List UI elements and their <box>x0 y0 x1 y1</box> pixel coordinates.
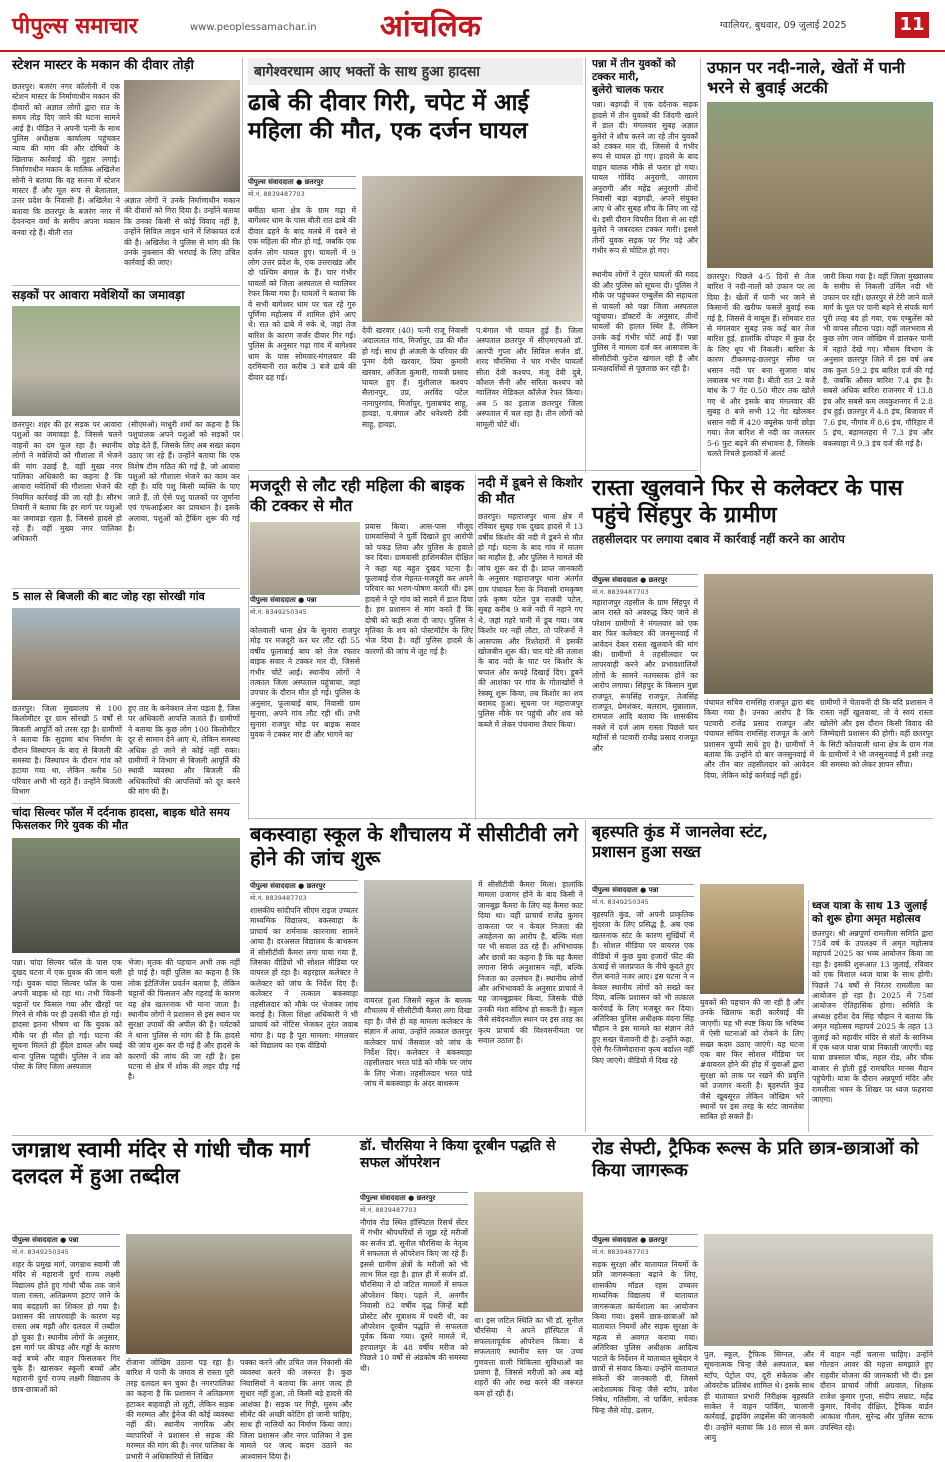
byline-text: पीपुल्स संवाददाता ● पन्ना <box>12 1236 79 1244</box>
body-text: छतरपुर। महाराजपुर थाना क्षेत्र में रविवार सुबह एक दुखद हादसे में 13 वर्षीय किशोर की नदी में डूबने से मौत हो गई। घटना के बाद गांव में मातम का माहौल है, और पुलिस ने मामले की जांच शुरू कर दी है। प्राप्त जानकारी के अनुसार महाराजपुर थाना अंतर्गत ग्राम पंचायत रैला के निवासी रामकृष्ण उर्फ कृष्ण पटेल पुत्र राजवी पटेल, सुबह करीब 9 बजे नदी में नहाने गए थे, जहां गहरे पानी में डूब गया। जब किशोर घर नहीं लौटा, तो परिजनों ने आसपास और रिश्तेदारों में इसकी खोजबीन शुरू की। चार घंटे की तलाश के बाद नदी के घाट पर किशोर के चप्पल और कपड़े दिखाई दिए। डूबने की आशंका पर गांव के गोताखोरों ने रेस्क्यू शुरू किया, तब किशोर का शव बरामद हुआ। सूचना पर महाराजपुर पुलिस मौके पर पहुंची और शव को कब्जे में लेकर पंचनामा तैयार किया। <box>478 511 583 729</box>
body-text: बमीठा थाना क्षेत्र के ग्राम गढ़ा में बागेश्वर धाम के पास बीती रात ढाबे की दीवार ढहने के बाद मलबे में दबने से एक महिला की मौत हो गई, जबकि एक दर्जन लोग घायल हुए। घायलों में 9 लोग उत्तर प्रदेश के, एक उत्तराखंड और दो पश्चिम बंगाल के हैं। चार गंभीर घायलों को जिला अस्पताल से ग्वालियर रेफर किया गया है। घायलों ने बताया कि वे सभी बागेश्वर धाम पर चल रहे गुरु पूर्णिमा महोत्सव में शामिल होने आए थे। रात को ढाबे में रुके थे, जहां तेज बारिश के कारण जर्जर दीवार गिर गई। पुलिस के अनुसार गढ़ा गांव में बागेश्वर धाम के पास सोमवार-मंगलवार की दरमियानी रात करीब 3 बजे ढाबे की दीवार ढह गई। <box>248 206 356 382</box>
page-number: 11 <box>895 12 929 38</box>
byline-text: पीपुल्स संवाददाता ● छतरपुर <box>592 576 668 584</box>
article-bukswaha-cctv <box>250 822 583 1134</box>
body-text-2: था। इस जटिल स्थिति का भी डॉ. सुनील चौरसिया ने अपने हॉस्पिटल में सफलतापूर्वक ऑपरेशन किया। ये सफलताएं स्थानीय स्तर पर उच्च गुणवत्ता वाली चिकित्सा सुविधाओं का प्रमाण हैं, जिससे मरीजों को अब बड़े शहरों की ओर रुख करने की जरूरत कम हो रही है। <box>474 1316 583 1398</box>
kicker: पन्ना में तीन युवकों को टक्कर मारी, <box>592 58 676 83</box>
article-dhwaja-yatra <box>812 900 933 1132</box>
article-road-safety <box>592 1138 933 1443</box>
body-text-2: रोजाना जोखिम उठाना पड़ रहा है। बारिश में पानी के जमाव से रास्ता पूरी तरह दलदल बन चुका है। नगरपालिका का कहना है कि प्रशासन ने अतिक्रमण हटाकर बाहवाही तो लूटी, लेकिन सड़क की मरम्मत और ड्रेनेज की कोई व्यवस्था नहीं की। स्थानीय नागरिक और व्यापारियों ने प्रशासन से सड़क की मरम्मत की मांग की है। नगर पालिका के प्रभारी ने अधिकारियों से लिखित <box>126 1358 234 1461</box>
photo-crowd-waterfall <box>12 838 240 953</box>
photo-hospital-stretcher <box>250 522 360 594</box>
photo-villagers <box>12 608 240 700</box>
section-title: आंचलिक <box>380 9 481 44</box>
body-text-3: में सीसीटीवी कैमरा मिला। हालांकि मामला उजागर होने के बाद किसी ने जानबूझ कैमरा के लिए यह कैमरा काट दिया था। वहीं प्राचार्य राजेंद्र कुमार ठाकरता पर न केवल निजता की अवहेलना का आरोप है, बल्कि मंशा पर भी सवाल उठ रहे हैं। अभिभावक और छात्रों का कहना है कि यह कैमरा लगाना सिर्फ अनुशासन नहीं, बल्कि निजता का उल्लंघन है। स्थानीय लोगों और अभिभावकों के अनुसार प्राचार्य ने यह जानबूझकर किया, जिसके पीछे उनकी मंशा संदिग्ध हो सकती है। स्कूल जैसे संवेदनशील स्थान पर इस तरह का कृत्य प्राचार्य की विश्वसनीयता पर सवाल उठाता है। <box>478 880 583 1046</box>
site-url: www.peoplessamachar.in <box>190 22 317 33</box>
photo-waterfall-stunt <box>700 884 804 994</box>
byline <box>250 880 358 893</box>
photo-flooded-road <box>707 102 933 268</box>
photo-broken-wall <box>124 80 240 192</box>
subhead: तहसीलदार पर लगाया दबाव में कार्रवाई नहीं करने का आरोप <box>592 531 845 546</box>
body-text: छतरपुर। पिछले 4-5 दिनों से तेज बारिश ने नदी-नालों को उफान पर ला दिया है। खेतों में पानी भर जाने से किसानों की खरीफ फसलें बुवाई रुक गई है, जिससे वे मायूस हैं। सोमवार रात से मंगलवार सुबह तक कई बार तेज बारिश हुई, हालांकि दोपहर में कुछ देर के लिए धूप भी निकली। बारिश के कारण टीकमगढ़-छतरपुर सीमा पर धसान नदी पर बना सुजारा बांध लबालब भर गया है। बीती रात 2 बजे बांध के 7 गेट 0.50 मीटर तक खोले गए थे और इसके बाद मंगलवार की सुबह 8 बजे सभी 12 गेट खोलकर धसान नदी में 420 क्यूसेक पानी छोड़ा गया। तेज बारिश से नदी का जलस्तर 5-6 फुट बढ़ने की संभावना है, जिसके चलते निचले इलाकों में अलर्ट <box>707 272 815 458</box>
body-text: पन्ना। बड़गढ़ी में एक दर्दनाक सड़क हादसे में तीन युवकों की जिंदगी खतरे में डाल दी। मंगलवार सुबह अज्ञात बुलेरो ने शौच करने जा रहे तीन युवकों को टक्कर मार दी, जिससे वे गंभीर रूप से घायल हो गए। हादसे के बाद वाहन चालक मौके से फरार हो गया। घायल गोविंद अनुरागी, जगराम अनुरागी और महेंद्र अनुरागी तीनों निवासी बड़ा बड़गढ़ी, अपने संयुक्त आए थे और सुबह शौच के लिए जा रहे थे। इसी दौरान विपरीत दिशा से आ रही बुलेरो ने जबरदस्त टक्कर मारी। इससे तीनों युवक सड़क पर गिर पड़े और गंभीर रूप से चोटिल हो गए। <box>592 100 698 256</box>
body-text: बृहस्पति कुंड, जो अपनी प्राकृतिक सुंदरता के लिए प्रसिद्ध है, अब एक खतरनाक स्टंट के कारण सुर्खियों में है। सोशल मीडिया पर वायरल एक वीडियो में कुछ युवा हजारों फीट की ऊंचाई से जलप्रपात के नीचे कूदते हुए रील बनाते नजर आए। इस घटना ने न केवल स्थानीय लोगों को सख्ते कर दिया, बल्कि प्रशासन को भी तत्काल कार्रवाई के लिए मजबूर कर दिया। अतिरिक्त पुलिस अधीक्षक वंदना सिंह चौहान ने इस मामले का संज्ञान लेते हुए सख्त चेतावनी दी है। उन्होंने कहा, ऐसे गैर-जिम्मेदाराना कृत्य बर्दाश्त नहीं किए जाएंगे। वीडियो में दिख रहे <box>592 910 694 1065</box>
article-jagannath-road <box>12 1138 352 1461</box>
byline-mobile: मो.नं. 8349250345 <box>12 1248 69 1256</box>
byline-mobile: मो.नं. 8349250345 <box>250 608 307 616</box>
brand-logo: पीपुल्स समाचार <box>12 14 138 39</box>
headline: ध्वज यात्रा के साथ 13 जुलाई को शुरू होगा अमृत महोत्सव <box>812 900 928 925</box>
body-text-2: पंचायत सचिव रामसिंह राजपूत द्वारा बंद किया गया है। उनका आरोप है कि पटवारी राजेंद्र प्रसाद राजपूत और पंचायत सचिव रामसिंह राजपूत के आगे प्रशासन चुप्पी साधे हुए है। ग्रामीणों ने बताया कि उन्होंने दो बार जनसुनवाई में और तीन बार तहसीलदार को आवेदन दिया, लेकिन कोई कार्रवाई नहीं हुई। <box>704 698 814 780</box>
body-text-2: प्रयास किया। आस-पास मौजूद ग्रामवासियों ने पुर्ती दिखाते हुए आरोपी को पकड़ लिया और पुलिस के हवाले कर दिया। ग्रामवासी हाशिमकील दीक्षित ने कहा यह बहुत दुखद घटना है। फूलाबाई रोज मेहनत-मजदूरी कर अपने परिवार का भरण-पोषण करती थीं। इस हादसे ने पूरे गांव को सदमे में डाल दिया है। हम प्रशासन से मांग करते हैं कि दोषी को कड़ी सजा दी जाए। पुलिस ने मृतिका के शव को पोस्टमॉर्टम के लिए भेज दिया है। वहीं पुलिस हादसे के कारणों की जांच में जुट गई है। <box>365 522 473 656</box>
body-text-3: ग्रामीणों ने चेतावनी दी कि यदि प्रशासन ने रास्ता नहीं खुलवाया, तो वे स्वयं रास्ता खोलेंगे और इस दौरान किसी विवाद की जिम्मेदारी प्रशासन की होगी। वहीं छतरपुर के सिटी कोतवाली थाना क्षेत्र के ग्राम गंज के ग्रामीणों ने भी जनसुनवाई में इसी तरह की समस्या को लेकर ज्ञापन सौंपा। <box>820 698 933 770</box>
byline <box>248 176 356 189</box>
body-text: कोतवाली थाना क्षेत्र के सुनारा राजपुर मोड़ पर मजदूरी कर घर लौट रही 55 वर्षीय फूलाबाई बाघ को तेज रफ्तार बाइक सवार ने टक्कर मार दी, जिससे गंभीर चोटें आईं। स्थानीय लोगों ने तत्काल जिला अस्पताल पहुंचाया, जहां उपचार के दौरान मौत हो गई। पुलिस के अनुसार, फूलाबाई बाघ, निवासी ग्राम सुनारा, अपने गांव लौट रही थीं। तभी सुनारा राजपुर मोड़ पर बाइक सवार युवक ने टक्कर मार दी और भागने का <box>250 626 360 740</box>
headline: 5 साल से बिजली की बाट जोह रहा सोरखी गांव <box>12 590 205 603</box>
body-text: महाराजपुर तहसील के ग्राम सिंहपुर में आम रास्ते को अवरुद्ध किए जाने से परेशान ग्रामीणों ने मंगलवार को एक बार फिर कलेक्टर की जनसुनवाई में आवेदन देकर रास्ता खुलवाने की मांग की। ग्रामीणों ने तहसीलदार पर लापरवाही करने और प्रभावशालियों लोगों के सामने नतमस्तक होने का आरोप लगाया। सिंहपुर के किसान मुन्ना राजपूत, रूपसिंह राजपूत, तेजसिंह राजपूत, प्रेमशंकर, बलराम, मुन्नालाल, रामपाल आदि बताया कि शासकीय नक्शे में दर्ज आम रास्ता पिछले चार महीनों से पटवारी राजेंद्र प्रसाद राजपूत और <box>592 598 698 753</box>
article-station-wall <box>12 58 240 273</box>
body-text: छतरपुर। शहर की हर सड़क पर आवारा पशुओं का जमावड़ा है, जिससे चलने वाहनों का दम फूल रहा है। स्थानीय लोगों ने मवेशियों को गौशाला में भेजने की मांग उठाई है, वहीं मुख्य नगर पालिका अधिकारी का कहना है कि आवारा मवेशियों की गौशाला भेजने की नियमित कार्रवाई की जा रही है। सौरभ तिवारी ने बताया कि हर मार्ग पर पशुओं का जमावड़ा रहता है, जिससे हादसे हो रहे हैं। वहीं मुख्य नगर पालिका अधिकारी <box>12 420 122 544</box>
body-text-2: स्थानीय लोगों ने तुरंत घायलों की मदद की और पुलिस को सूचना दी। पुलिस ने मौके पर पहुंचकर एम्बुलेंस की सहायता से घायलों को पन्ना जिला अस्पताल पहुंचाया। डॉक्टरों के अनुसार, तीनों घायलों की हालत स्थिर है, लेकिन उनके कई गंभीर चोटें आई हैं। पन्ना पुलिस ने मामला दर्ज कर आसपास के सीसीटीवी फुटेज खंगाल रही है और प्रत्यक्षदर्शियों से पूछताछ कर रही है। <box>592 270 698 374</box>
byline-text: पीपुल्स संवाददाता ● पन्ना <box>592 886 659 894</box>
byline-mobile: मो.नं. 8839487703 <box>360 1206 417 1214</box>
article-flood <box>707 58 933 468</box>
body-text: नौगांव रोड स्थित हॉस्पिटल रिसर्च सेंटर में गंभीर श्रीपथरियों से जूझ रहे मरीजों का सर्जन डॉ. सुनील चौरसिया के नेतृत्व में सफलता से ऑपरेशन किए जा रहे हैं। इससे ग्रामीण क्षेत्रों के मरीजों को भी लाभ मिल रहा है। हाल ही में सर्जन डॉ. चौरसिया ने दो जटिल मामलों में सफल ऑपरेशन किए। पहले में, अनगौर निवासी 82 वर्षीय वृद्ध जिन्हें बड़ी प्रोस्टेट और मूत्राशय में पथरी थी, का ऑपरेशन दूरबीन पद्धति से सफलता पूर्वक किया गया। दूसरे मामले में, हरपालपुर के 48 वर्षीय मरीज को पिछले 10 वर्षों से अंडकोष की समस्या थी। <box>360 1218 468 1373</box>
byline <box>592 1234 698 1247</box>
article-silver-fall <box>12 806 240 1131</box>
photo-doctors <box>474 1192 583 1312</box>
body-text-2: (सीएमओ) माधुरी शर्मा का कहना है कि पशुपालक अपने पशुओं को सड़कों पर छोड़ देते हैं, जिसके लिए अब सख्त कदम उठाए जा रहे हैं। उन्होंने बताया कि एक विशेष टीम गठित की गई है, जो आवारा पशुओं को गौशाला भेजने का काम कर रही है। यदि पशु किसी व्यक्ति के पाए जाते हैं, तो ऐसे पशु पालकों पर जुर्माना एवं एफआईआर का प्रावधान है। इसके अलावा, पशुओं को ट्रैकिंग शुरू की गई है। <box>128 420 240 534</box>
byline-text: पीपुल्स संवाददाता ● छतरपुर <box>592 1236 668 1244</box>
headline: बकस्वाहा स्कूल के शौचालय में सीसीटीवी लगे होने की जांच शुरू <box>250 822 579 871</box>
byline <box>250 594 360 607</box>
body-text-2: हुए तार के कनेक्शन लेना पड़ता है, जिस पर अधिकारी आपत्ति जताते हैं। ग्रामीणों ने बताया कि कुछ लोग 100 किलोमीटर दूर से सामान देने आए थे, लेकिन समस्या अधिक हो जाने से कोई नहीं रुका। ग्रामीणों ने विभाग से बिजली आपूर्ति की स्थायी व्यवस्था और बिजली की अधिकारियों की आपत्तियों को दूर करने की मांग की है। <box>128 704 240 797</box>
headline: नदी में डूबने से किशोर की मौत <box>478 476 583 507</box>
photo-school-toilet <box>364 880 472 992</box>
photo-classroom <box>704 1234 933 1346</box>
body-text: छतरपुर। बजरंग नगर कॉलोनी में एक स्टेशन मास्टर के निर्माणाधीन मकान की दीवारों को अज्ञात लोगों द्वारा रात के समय तोड़ दिए जाने की घटना सामने आई है। पीड़ित ने अपनी पत्नी के साथ पुलिस अधीक्षक कार्यालय पहुंचकर न्याय की मांग की और दोषियों के खिलाफ कार्रवाई की गुहार लगाई। निर्माणाधीन मकान के मालिक अखिलेश सोनी ने बताया कि वह सतना में स्टेशन मास्टर हैं और मूल रूप से बेलाताल, उत्तर प्रदेश के निवासी हैं। अखिलेश ने बताया कि छतरपुर के बजरंग नगर में देवनन्दन वर्मा के समीप अपना मकान बनवा रहे हैं। बीती रात <box>12 82 120 237</box>
article-brihaspati-kund <box>592 822 804 1132</box>
body-text-3: प.बंगाल भी घायल हुई हैं। जिला अस्पताल छतरपुर में सीएमएचओ डॉ. आरपी गुप्ता और सिविल सर्जन डॉ. शरद चौरसिया ने चार गंभीर घायलों सीता देवी कश्यप, मंजू देवी दुबे, कौशल सैनी और सरिता कश्यप को ग्वालियर मेडिकल कॉलेज रेफर किया। अब 5 का इलाज छतरपुर जिला अस्पताल में चल रहा है। तीन लोगों को मामूली चोटें थीं। <box>476 326 583 429</box>
body-text-2: देवी खरवार (40) पत्नी राजू निवासी अदालतात गांव, मिर्जापुर, उप्र की मौत हो गई। साथ ही अंजली के परिवार की पूनम देवी खरवार, प्रिया कुमारी खरवार, अंजिता कुमारी, गायत्री प्रसाद घायल हुए हैं। मुंशीलाल कश्यप सैलानपुर, उप्र, अरविंद पटेल नानापुरगांव, मिर्जापुर, गुलाबचंद साहू, हावड़ा, प.बंगाल और धनेश्वरी देवी साहू, हावड़ा, <box>362 326 468 429</box>
headline: उफान पर नदी-नाले, खेतों में पानी भरने से बुवाई अटकी <box>707 58 905 97</box>
body-text-2: पुल, स्कूल, ट्रैफिक सिग्नल, और सूचनात्मक चिन्ह जैसे अस्पताल, बस स्टॉप, पेट्रोल पंप, दूरी संकेतक और ओवरटेक प्रतिबंध शामिल थे। इसके साथ ही यातायात प्रभारी निरीक्षक बृहस्पति साकेत ने वाहन पार्किंग, चालानी कार्रवाई, ड्राइविंग लाइसेंस की जानकारी दी। उन्होंने बताया कि 18 साल से कम आयु <box>704 1350 814 1443</box>
article-drowning <box>478 476 583 816</box>
headline: रास्ता खुलवाने फिर से कलेक्टर के पास पहुंचे सिंहपुर के ग्रामीण <box>592 476 903 528</box>
byline-text: पीपुल्स संवाददाता ● छतरपुर <box>250 882 326 890</box>
kicker: बागेश्वरधाम आए भक्तों के साथ हुआ हादसा <box>248 58 583 85</box>
headline: जगन्नाथ स्वामी मंदिर से गांधी चौक मार्ग दलदल में हुआ तब्दील <box>12 1138 310 1188</box>
article-labourer-accident <box>250 476 473 816</box>
article-singhpur <box>592 476 933 816</box>
byline-mobile: मो.नं. 8839487703 <box>592 588 649 596</box>
article-dhaba-wall-collapse <box>248 58 583 468</box>
body-text: छतरपुर। श्री अन्नपूर्णा रामलीला समिति द्वारा 75वें वर्ष के उपलक्ष्य में अमृत महोत्सव महापर्व 2025 का भव्य आयोजन किया जा रहा है। इसकी शुरूआत 13 जुलाई, रविवार को एक विशाल ध्वज यात्रा के साथ होगी। पिछले 74 वर्षों से निरंतर रामलीला का आयोजन हो रहा है। 2025 में 75वां आयोजन ऐतिहासिक होगा। समिति के अध्यक्ष हरीश देव सिंह चौहान ने बताया कि अमृत महोत्सव महापर्व 2025 के तहत 13 जुलाई को महावीर मंदिर से संतों के सानिध्य में एक ध्वज यात्रा यात्रा निकाली जाएगी। यह यात्रा छत्रसाल चौक, महल रोड, और चौक बाजार से होती हुई रामचरित मानस मैदान पहुंचेगी। यात्रा के दौरान अन्नपूर्णा मंदिर और रामलीला भवन के शिखर पर ध्वज फहराया जाएगा। <box>812 928 933 1105</box>
body-text: शहर के प्रमुख मार्ग, जगन्नाथ स्वामी जी मंदिर से महारानी दुर्गा राज्य लक्ष्मी विद्यालय होते हुए गांधी चौक तक जाने वाला रास्ता, अतिक्रमण हटाए जाने के बाद बदहाली का शिकार हो गया है। प्रशासन की लापरवाही के कारण यह रास्ता अब मझौ और दलदल में तब्दील हो चुका है। स्थानीय लोगों के अनुसार, इस मार्ग पर कीचड़ और गड्ढों के कारण कई बच्चे और वाहन फिसलकर गिर चुके हैं। खासकर स्कूली बच्चों और महारानी दुर्गा राज्य लक्ष्मी विद्यालय के छात्र-छात्राओं को <box>12 1260 120 1394</box>
headline: डॉ. चौरसिया ने किया दूरबीन पद्धति से सफल ऑपरेशन <box>360 1138 556 1172</box>
dateline: ग्वालियर, बुधवार, 09 जुलाई 2025 <box>720 20 847 31</box>
byline-mobile: मो.नं. 8839487703 <box>592 1248 649 1256</box>
article-soorkhi-village <box>12 590 240 795</box>
headline: बृहस्पति कुंड में जानलेवा स्टंट, प्रशासन हुआ सख्त <box>592 822 769 861</box>
body-text-2: युवकों की पहचान की जा रही है और उनके खिलाफ कड़ी कार्रवाई की जाएगी। यह भी स्पष्ट किया कि भविष्य में ऐसी घटनाओं को रोकने के लिए सख्त कदम उठाए जाएंगे। यह घटना एक बार फिर सोशल मीडिया पर #वायरल होने की होड़ में युवाओं द्वारा सुरक्षा को ताक पर रखने की प्रवृत्ति को उजागर करती है। बृहस्पति कुंड जैसे खूबसूरत लेकिन जोखिम भरे स्थानों पर इस तरह के स्टंट जानलेवा साबित हो सकते हैं। <box>700 998 804 1122</box>
photo-injured-hospital <box>362 176 583 322</box>
body-text: छतरपुर। जिला मुख्यालय से 100 किलोमीटर दूर ग्राम सोरखी 5 वर्षों से बिजली आपूर्ति को तरस रहा है। ग्रामीणों ने बताया कि सुदामा बांध निर्माण के दौरान विस्थापन के बाद से बिजली की समस्या है। विस्थापन के दौरान गांव को हटाया गया था, लेकिन करीब 50 परिवार अभी भी रहते हैं। उन्होंने बिजली विभाग <box>12 704 122 797</box>
headline: चांदा सिल्वर फॉल में दर्दनाक हादसा, बाइक धोते समय फिसलकर गिरे युवक की मौत <box>12 806 230 833</box>
headline: ढाबे की दीवार गिरी, चपेट में आई महिला की मौत, एक दर्जन घायल <box>248 90 529 145</box>
headline: रोड सेफ्टी, ट्रैफिक रूल्स के प्रति छात्र-छात्राओं को किया जागरूक <box>592 1138 919 1181</box>
body-text: पन्ना। चांदा सिल्वर फॉल के पास एक दुखद घटना में एक युवक की जान चली गई। युवक चांदा सिल्वर फॉल के पास अपनी बाइक धो रहा था। तभी चिकनी चट्टानों पर फिसल गया और खैरहों पर गिरने से मौके पर ही उसकी मौत हो गई। हादसा इतना भीषण था कि युवक को मौके पर ही मौत हो गई। घटना की सूचना मिलते ही हुँदेल डायल और घबई थाना पुलिस पहुंची। पुलिस ने शव को पोस्ट के लिए जिला अस्पताल <box>12 958 122 1072</box>
photo-villagers-protest <box>704 574 933 694</box>
photo-muddy-road <box>126 1234 352 1354</box>
body-text: सड़क सुरक्षा और यातायात नियमों के प्रति जागरूकता बढ़ाने के लिए, शासकीय मॉडल रहस उच्चतर माध्यमिक विद्यालय में यातायात जागरूकता कार्यशाला का आयोजन किया गया। इसमें छात्र-छात्राओं को यातायात नियमों और सड़क सुरक्षा के महत्व से अवगत कराया गया। अतिरिक्त पुलिस अधीक्षक आदित्य पाटले के निर्देशन में यातायात सूबेदार ने छात्रों से संवाद किया। उन्होंने यातायात संकेतों की जानकारी दी, जिसमें आदेशात्मक चिन्ह जैसे स्टॉप, प्रवेश निषेध, गतिसीमा, नो पार्किंग, सचेतक चिन्ह जैसे मोड़, ढलान, <box>592 1260 698 1415</box>
body-text-2: भेजा। मृतक की पहचान अभी तक नहीं हो पाई है। वहीं पुलिस का कहना है कि लोक इंटेलिजेंस प्रवर्तन बताया है, लेकिन चट्टानों की फिसलन और गहराई के कारण यह क्षेत्र खतरनाक भी माना जाता है। स्थानीय लोगों ने प्रशासन से इस स्थान पर सुरक्षा उपायों की अपील की है। पर्यटकों ने थाना पुलिस से मांग की है कि हादसे की जांच शुरू कर दी गई है और हादसे के कारणों की जांच की जा रही है। इस घटना से क्षेत्र में शोक की लहर दौड़ गई है। <box>128 958 240 1082</box>
byline-text: पीपुल्स संवाददाता ● पन्ना <box>250 596 317 604</box>
article-bolero-hit <box>592 58 698 468</box>
byline <box>592 884 694 897</box>
body-text-2: वायरल हुआ जिसमें स्कूल के बालक शौचालय में सीसीटीवी कैमरा लगा दिखा रहा है। जैसे ही यह मामला कलेक्टर के संज्ञान में आया, उन्होंने तत्काल छतरपुर कलेक्टर पार्थ जैसवाल को जांच के निर्देश दिए। कलेक्टर ने बकस्वाहा तहसीलदार भरत पांडे को मौके पर जांच के लिए भेजा। तहसीलदार भरत पांडे जांच में बकस्वाहा के अंदर बाथरूम <box>364 996 472 1089</box>
body-text-2: अज्ञात लोगों ने उनके निर्माणाधीन मकान की दीवारों को गिरा दिया है। उन्होंने बताया कि उनका किसी से कोई विवाद नहीं है, उन्होंने सिविल लाइन थाने में शिकायत दर्ज की है। अखिलेश ने पुलिस से मांग की कि उनके नुकसान की भरपाई के लिए उचित कार्रवाई की जाए। <box>124 196 240 268</box>
headline: बुलेरो चालक फरार <box>592 83 664 96</box>
article-stray-cattle <box>12 288 240 588</box>
headline: मजदूरी से लौट रही महिला की बाइक की टक्कर से मौत <box>250 476 465 515</box>
article-chaurasia-operation <box>360 1138 583 1438</box>
masthead <box>0 0 945 52</box>
headline: सड़कों पर आवारा मवेशियों का जमावड़ा <box>12 288 185 302</box>
byline-mobile: मो.नं. 8349250345 <box>592 898 649 906</box>
byline <box>12 1234 120 1247</box>
byline-text: पीपुल्स संवाददाता ● छतरपुर <box>248 178 324 186</box>
photo-cattle-road <box>12 306 240 416</box>
body-text: शासकीय सांदीपनि सीएम राइज उच्चतर माध्यमिक विद्यालय, बकस्वाहा के प्राचार्य का शर्मनाक कारनामा सामने आया है। दरअसल विद्यालय के बाथरूम में सीसीटीवी कैमरा लगा पाया गया है, जिसका वीडियो भी सोशल मीडिया पर वायरल हो रहा है। बहरहाल कलेक्टर ने कलेक्टर को जांच के निर्देश दिए हैं। कलेक्टर ने तत्काल बकस्वाहा तहसीलदार को मौके पर भेजकर जांच कराई है। जिला शिक्षा अधिकारी ने भी प्राचार्य को नोटिस भेजकर तुरंत जवाब मांगा है। यह है पूरा मामला: मंगलवार को विद्यालय का एक वीडियो <box>250 906 358 1051</box>
headline: स्टेशन मास्टर के मकान की दीवार तोड़ी <box>12 58 194 73</box>
byline-text: पीपुल्स संवाददाता ● छतरपुर <box>360 1194 436 1202</box>
body-text-2: जारी किया गया है। वहीं जिला मुख्यालय के समीप से निकली उर्मिल नदी भी उफान पर रही। छतरपुर से टेरी जाने वाले मार्ग के पुल पर पानी बहने से संपर्क मार्ग पूरी तरह बंद हो गया, एक एम्बुलेंस को भी वापस लौटना पड़ा। वहीं जलभराव से कुछ लोग जान जोखिम में डालकर पानी में नहाते देखे गए। मौसम विभाग के अनुसार छतरपुर जिले में इस वर्ष अब तक कुल 59.2 इंच बारिश दर्ज की गई है, जबकि औसत बारिश 7.4 इंच है। सबसे अधिक बारिश राजनगर में 13.8 इंच और सबसे कम लवकुशनगर में 2.8 इंच हुई। छतरपुर में 4.8 इंच, बिजावर में 7.6 इंच, नौगांव में 8.6 इंच, गौरिहार में 5 इंच, बड़ामलहरा में 7.3 इंच और बकस्वाहा में 9.3 इंच दर्ज की गई है। <box>823 272 933 448</box>
byline-mobile: मो.नं. 8839487703 <box>248 190 305 198</box>
body-text-3: पक्का करने और उचित जल निकासी की व्यवस्था करने की जरूरत है। कुछ निवासियों ने बताया कि अगर जल्द ही सुधार नहीं हुआ, तो किसी बड़े हादसे की आशंका है। सड़क पर गिट्टी, मुरुम और सीमेंट की अच्छी कोटिंग हो जानी चाहिए, साथ ही नालियों का निर्माण किया जाए। जिला प्रशासन और नगर पालिका ने इस मामले पर जल्द कदम उठाने का आश्वासन दिया है। <box>240 1358 352 1461</box>
byline <box>592 574 698 587</box>
body-text-3: में वाहन नहीं चलाना चाहिए। उन्होंने गोल्डन आवर की महत्ता समझाते हुए राहवीर योजना की जानकारी भी दी। इस दौरान प्राचार्य जीपी अग्रवाल, शिक्षक राजेश कुमार गुप्ता, संदीप सम्राट, महेंद्र कुमार, विनोद दीक्षित, ट्रैफिक वार्डन आकाश गौतम, सुरेन्द्र और पुलिस स्टाफ उपस्थित रहे। <box>820 1350 933 1432</box>
byline <box>360 1192 468 1205</box>
byline-mobile: मो.नं. 8839487703 <box>250 894 307 902</box>
